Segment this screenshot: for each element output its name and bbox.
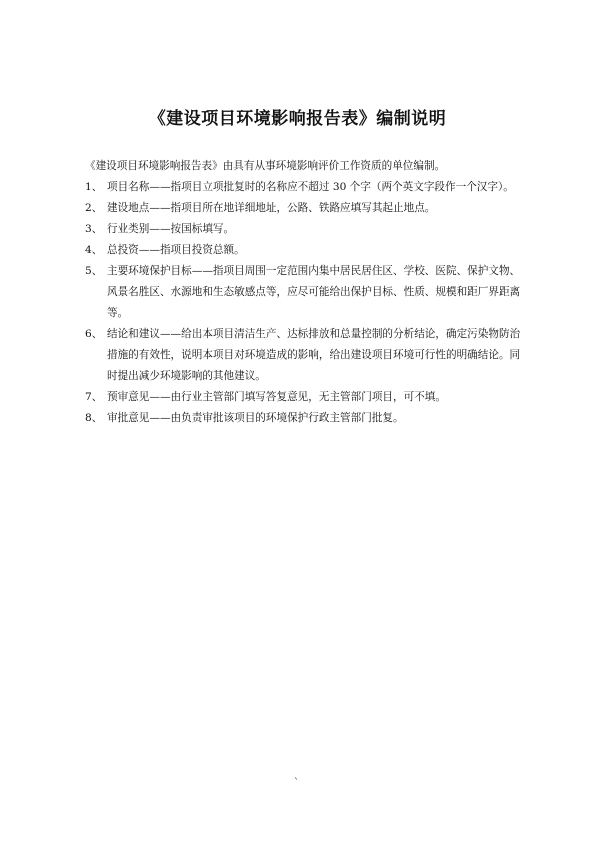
list-item: [85, 219, 525, 240]
item-number: 6、: [85, 328, 103, 340]
list-item: [85, 261, 525, 324]
item-text: 结论和建议——给出本项目清洁生产、达标排放和总量控制的分析结论，确定污染物防治措施的有效性，说明本项目对环境造成的影响，给出建设项目环境可行性的明确结论。同时提出减少环境影响的其他建议。: [107, 328, 521, 382]
list-item: [85, 240, 525, 261]
list-item: [85, 177, 525, 198]
item-number: 8、: [85, 412, 103, 424]
list-item: [85, 324, 525, 387]
footer-mark: `: [294, 778, 299, 789]
item-number: 4、: [85, 244, 103, 256]
item-text: 行业类别——按国标填写。: [107, 223, 235, 235]
list-item: [85, 198, 525, 219]
item-number: 1、: [85, 181, 103, 193]
item-text: 预审意见——由行业主管部门填写答复意见，无主管部门项目，可不填。: [107, 391, 446, 403]
item-number: 5、: [85, 265, 103, 277]
item-text: 项目名称——指项目立项批复时的名称应不超过 30 个字（两个英文字段作一个汉字）。: [107, 181, 514, 193]
item-text: 审批意见——由负责审批该项目的环境保护行政主管部门批复。: [107, 412, 404, 424]
intro-paragraph: 《建设项目环境影响报告表》由具有从事环境影响评价工作资质的单位编制。: [85, 160, 446, 172]
page-title: 《建设项目环境影响报告表》编制说明: [148, 109, 447, 129]
item-text: 建设地点——指项目所在地详细地址，公路、铁路应填写其起止地点。: [107, 202, 436, 214]
item-number: 3、: [85, 223, 103, 235]
document-body: [85, 156, 525, 429]
item-text: 主要环境保护目标——指项目周围一定范围内集中居民居住区、学校、医院、保护文物、风景名胜区、水源地和生态敏感点等，应尽可能给出保护目标、性质、规模和距厂界距离等。: [107, 265, 521, 319]
item-number: 7、: [85, 391, 103, 403]
list-item: [85, 408, 525, 429]
item-number: 2、: [85, 202, 103, 214]
list-item: [85, 387, 525, 408]
item-text: 总投资——指项目投资总额。: [107, 244, 245, 256]
